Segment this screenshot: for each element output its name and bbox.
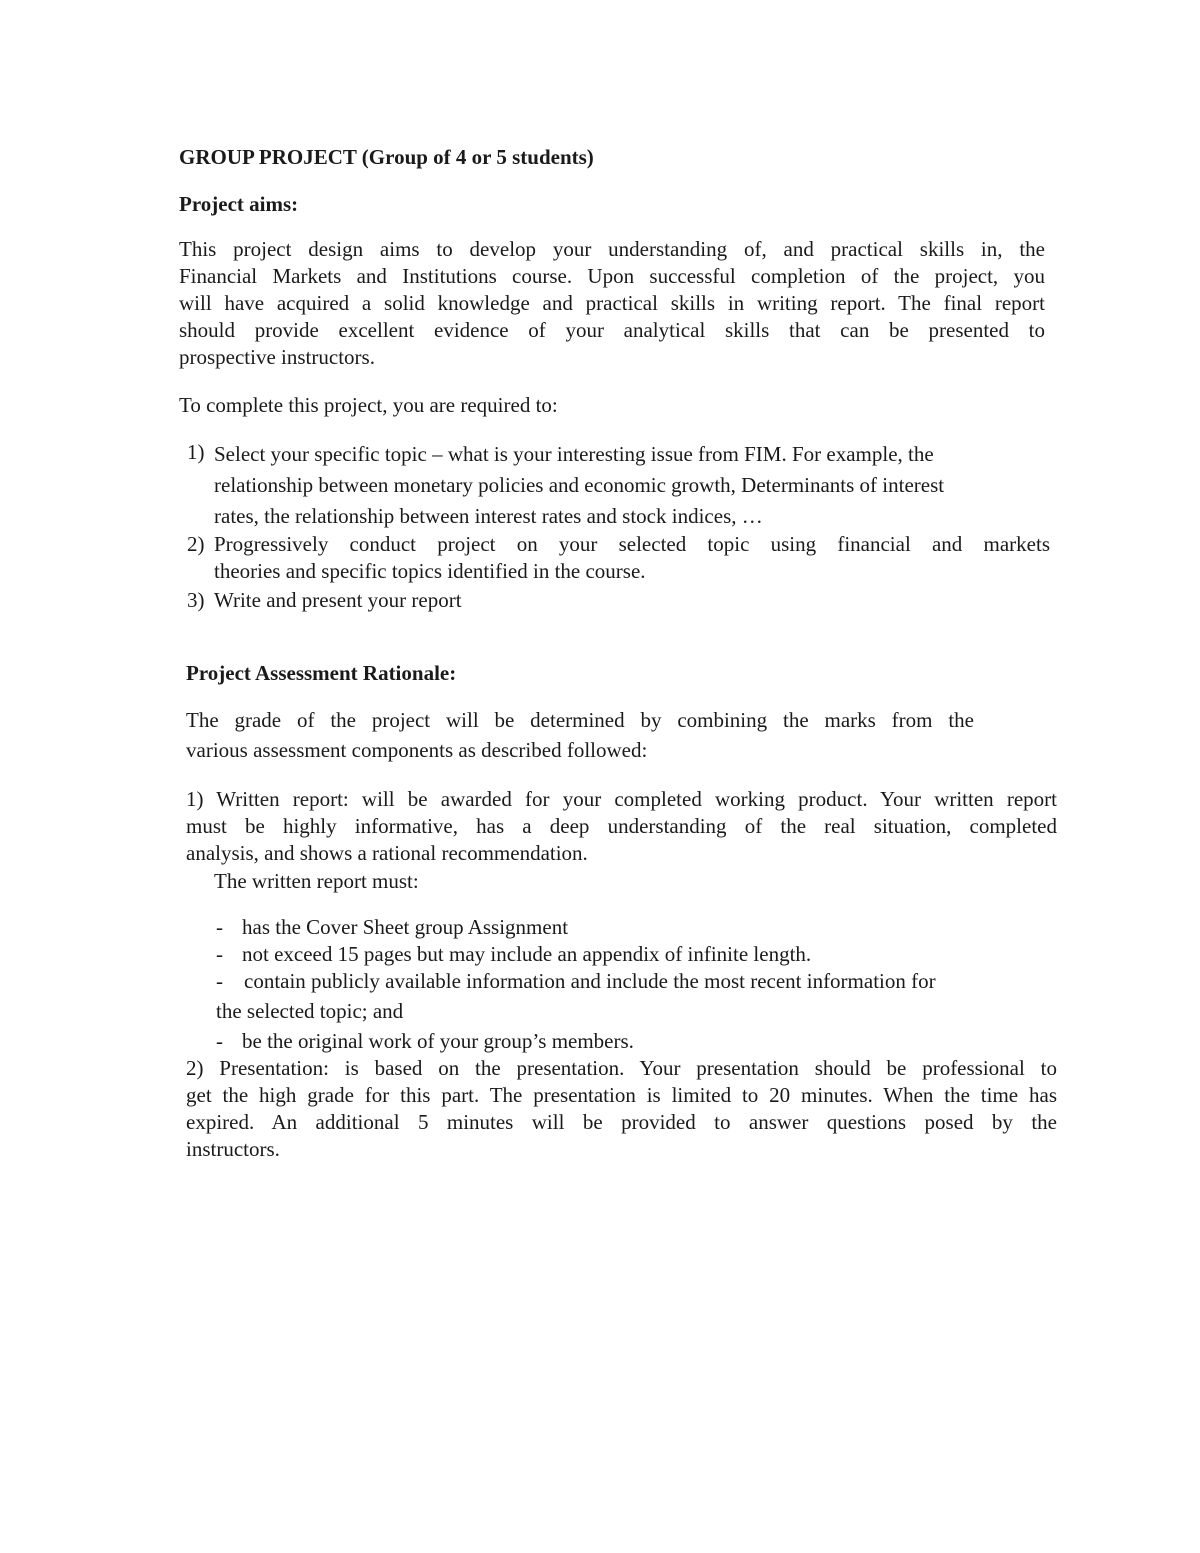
requirements-intro: To complete this project, you are required to: <box>179 393 558 417</box>
written-report-line: analysis, and shows a rational recommendation. <box>186 841 588 865</box>
assessment-intro-line: various assessment components as described followed: <box>186 738 648 762</box>
aims-line: should provide excellent evidence of your analytical skills that can be presented to <box>179 318 1045 342</box>
presentation-line: 2) Presentation: is based on the presentation. Your presentation should be professional to <box>186 1056 1057 1080</box>
requirement-number: 2) <box>187 532 205 556</box>
assessment-intro <box>186 705 974 765</box>
must-item: contain publicly available information and include the most recent information for <box>244 969 936 993</box>
document-title: GROUP PROJECT (Group of 4 or 5 students) <box>179 145 594 169</box>
assessment-heading: Project Assessment Rationale: <box>186 661 457 685</box>
aims-paragraph <box>179 236 1045 371</box>
requirement-line: theories and specific topics identified in the course. <box>214 559 646 583</box>
requirement-line: Write and present your report <box>214 588 462 612</box>
aims-line: Financial Markets and Institutions course. Upon successful completion of the project, you <box>179 264 1045 288</box>
aims-heading: Project aims: <box>179 192 299 216</box>
aims-line: prospective instructors. <box>179 345 375 369</box>
requirement-item <box>214 531 1050 585</box>
requirement-number: 1) <box>187 440 205 464</box>
presentation-paragraph <box>186 1055 1057 1163</box>
written-report-line: 1) Written report: will be awarded for your completed working product. Your written report <box>186 787 1057 811</box>
written-report-paragraph <box>186 786 1057 867</box>
presentation-line: expired. An additional 5 minutes will be provided to answer questions posed by the <box>186 1110 1057 1134</box>
requirement-number: 3) <box>187 588 205 612</box>
must-item: has the Cover Sheet group Assignment <box>242 915 569 939</box>
requirement-item <box>214 439 1036 532</box>
must-item: be the original work of your group’s members. <box>242 1029 634 1053</box>
bullet-dash: - <box>216 1029 223 1053</box>
aims-line: will have acquired a solid knowledge and practical skills in writing report. The final report <box>179 291 1045 315</box>
aims-line: This project design aims to develop your understanding of, and practical skills in, the <box>179 237 1045 261</box>
bullet-dash: - <box>216 942 223 966</box>
assessment-intro-line: The grade of the project will be determined by combining the marks from the <box>186 708 974 732</box>
bullet-dash: - <box>216 915 223 939</box>
bullet-dash: - <box>216 969 223 993</box>
must-item-continuation: the selected topic; and <box>216 999 404 1023</box>
written-report-line: must be highly informative, has a deep understanding of the real situation, completed <box>186 814 1057 838</box>
requirement-line: rates, the relationship between interest rates and stock indices, … <box>214 504 763 528</box>
requirement-line: Select your specific topic – what is your interesting issue from FIM. For example, the <box>214 442 934 466</box>
requirement-line: relationship between monetary policies and economic growth, Determinants of interest <box>214 473 945 497</box>
must-intro: The written report must: <box>214 869 419 893</box>
requirement-line: Progressively conduct project on your selected topic using financial and markets <box>214 532 1050 556</box>
must-item: not exceed 15 pages but may include an appendix of infinite length. <box>242 942 812 966</box>
presentation-line: get the high grade for this part. The presentation is limited to 20 minutes. When the time has <box>186 1083 1057 1107</box>
presentation-line: instructors. <box>186 1137 280 1161</box>
